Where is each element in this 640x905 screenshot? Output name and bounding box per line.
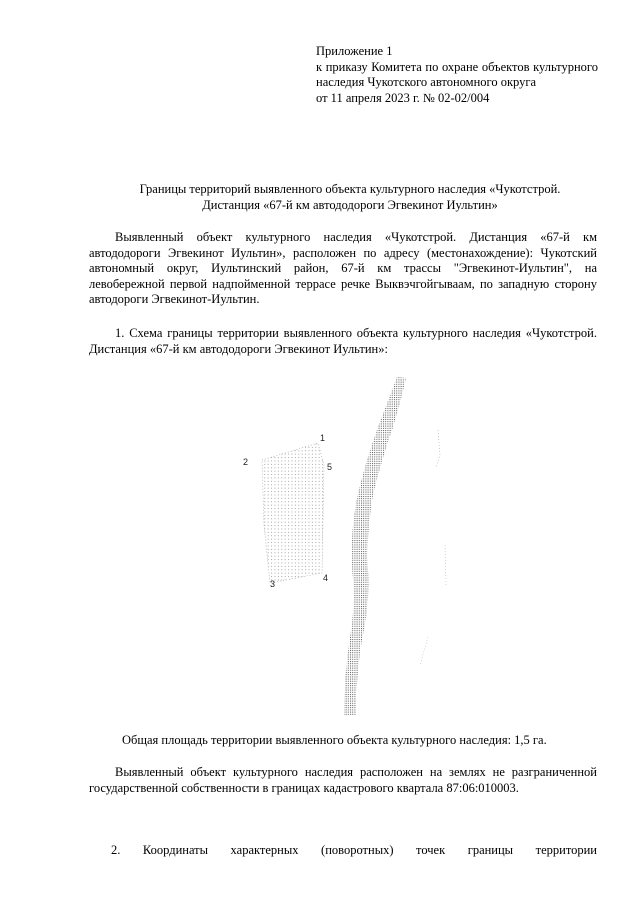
point-label-3: 3 [270, 579, 276, 589]
object-description: Выявленный объект культурного наследия «Чукотстрой. Дистанция «67-й км автододороги Эгвекинот Иультин», расположен по адресу (местонахождение): Чукотский автономный округ, Иультинский район, 67-й км трассы "Эгвекинот-Иультин", на левобережной первой надпойменной террасе речке Выквэчгойгываам, по западную сторону автодороги Эгвекинот-Иультин. [89, 230, 597, 306]
title-line-2: Дистанция «67-й км автододороги Эгвекинот Иультин» [202, 198, 498, 212]
terrain-line [436, 430, 440, 467]
terrain-line [420, 637, 428, 665]
point-label-2: 2 [243, 457, 249, 467]
appendix-header [316, 44, 598, 106]
scheme-heading: 1. Схема границы территории выявленного объекта культурного наследия «Чукотстрой. Дистанция «67-й км автододороги Эгвекинот Иультин»: [89, 326, 597, 356]
appendix-number: Приложение 1 [316, 44, 393, 58]
total-area: Общая площадь территории выявленного объекта культурного наследия: 1,5 га. [122, 733, 547, 747]
point-label-1: 1 [320, 433, 326, 443]
point-label-5: 5 [327, 462, 333, 472]
coordinates-heading: 2. Координаты характерных (поворотных) точек границы территории [111, 843, 597, 857]
terrain-line [445, 545, 446, 585]
boundary-polygon [262, 443, 324, 583]
title-line-1: Границы территорий выявленного объекта культурного наследия «Чукотстрой. [139, 182, 561, 196]
appendix-order-reference: к приказу Комитета по охране объектов культурного наследия Чукотского автономного округа [316, 59, 598, 89]
road-band [344, 377, 406, 715]
land-ownership: Выявленный объект культурного наследия расположен на землях не разграниченной государственной собственности в границах кадастрового квартала 87:06:010003. [89, 765, 597, 795]
appendix-order-date: от 11 апреля 2023 г. № 02-02/004 [316, 90, 490, 105]
point-label-4: 4 [323, 573, 329, 583]
boundary-scheme-map [240, 375, 480, 720]
document-title [90, 181, 610, 213]
